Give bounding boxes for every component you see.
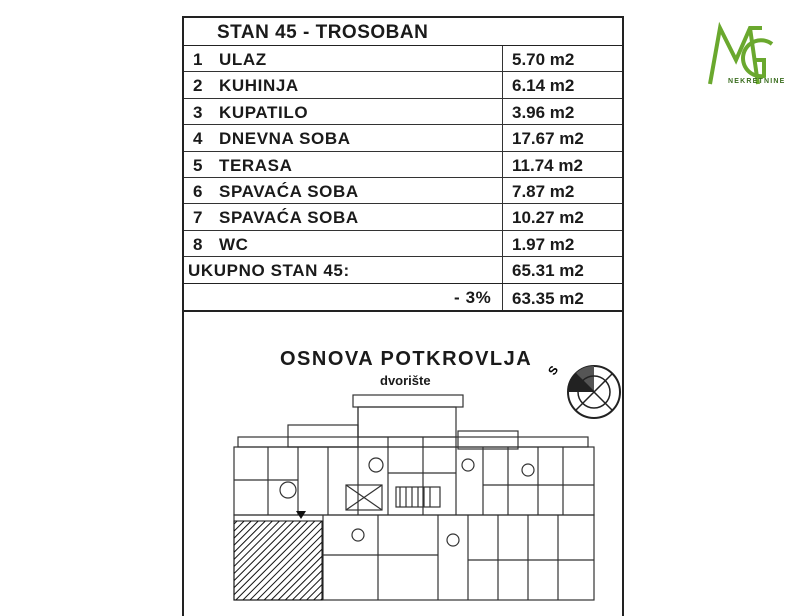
room-area: 10.27 m2 [502,204,622,229]
room-number: 3 [193,102,203,122]
total-area: 65.31 m2 [502,257,622,282]
room-number: 2 [193,76,203,96]
room-name: SPAVAĆA SOBA [219,181,359,201]
room-name: SPAVAĆA SOBA [219,208,359,228]
table-row [184,178,622,204]
plan-subtitle: dvorište [380,373,431,388]
room-number: 1 [193,50,203,69]
room-table [184,46,622,312]
room-name: KUPATILO [219,102,309,122]
room-number: 6 [193,181,203,201]
room-name: ULAZ [219,50,267,69]
total-row [184,257,622,283]
discount-label: - 3% [454,287,492,307]
discount-row [184,284,622,312]
room-name: TERASA [219,155,293,175]
table-title: STAN 45 - TROSOBAN [184,18,622,46]
room-area: 17.67 m2 [502,125,622,150]
room-name: KUHINJA [219,76,299,96]
room-number: 5 [193,155,203,175]
total-label: UKUPNO STAN 45: [188,261,350,281]
room-area: 7.87 m2 [502,178,622,203]
table-row [184,152,622,178]
room-number: 4 [193,129,203,149]
room-area: 3.96 m2 [502,99,622,124]
plan-title: OSNOVA POTKROVLJA [280,348,533,370]
table-row [184,231,622,257]
room-area: 1.97 m2 [502,231,622,256]
compass-letter: S [545,363,562,378]
room-area: 6.14 m2 [502,72,622,97]
room-name: DNEVNA SOBA [219,129,351,149]
table-row [184,125,622,151]
discount-area: 63.35 m2 [502,284,622,310]
logo-text: NEKRETNINE [728,78,786,85]
table-row [184,99,622,125]
room-area: 5.70 m2 [502,46,622,71]
table-row [184,72,622,98]
room-area: 11.74 m2 [502,152,622,177]
room-number: 8 [193,234,203,254]
room-name: WC [219,234,249,254]
floor-plan-drawing [228,395,598,600]
room-number: 7 [193,208,203,228]
table-row [184,46,622,72]
table-row [184,204,622,230]
